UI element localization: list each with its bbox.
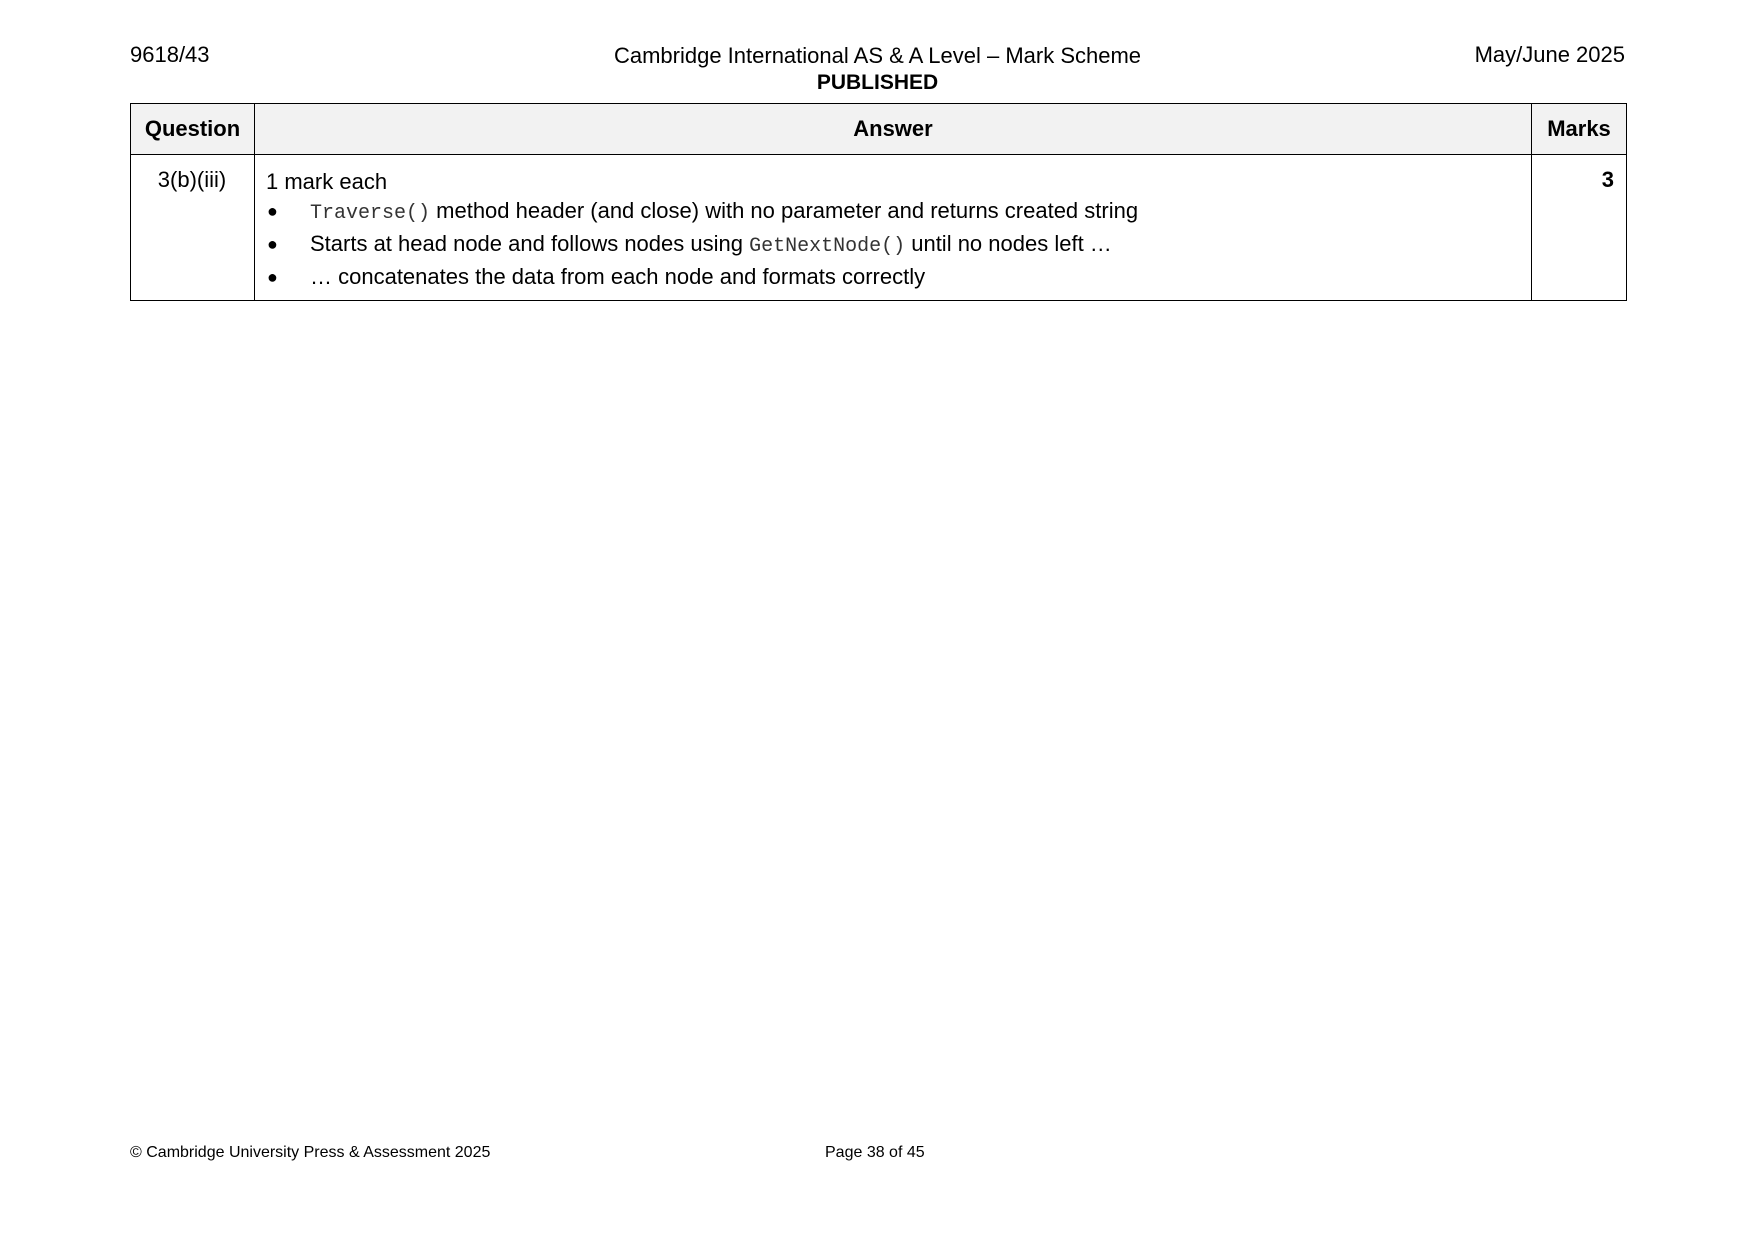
exam-session: May/June 2025 [1474, 42, 1625, 67]
answer-cell [255, 155, 1532, 301]
marking-point [266, 262, 1519, 292]
marking-points-list [266, 196, 1519, 292]
marks-cell: 3 [1532, 155, 1627, 301]
marking-point [266, 196, 1519, 229]
page-header [130, 42, 1625, 102]
answer-intro: 1 mark each [266, 169, 388, 194]
table-row [131, 155, 1627, 301]
bullet-icon: ● [267, 267, 278, 287]
marking-point-text-before: Starts at head node and follows nodes using [310, 231, 750, 256]
table-header-row [131, 104, 1627, 155]
marking-point-text-after: until no nodes left … [905, 231, 1112, 256]
bullet-icon: ● [267, 201, 278, 221]
syllabus-code: 9618/43 [130, 42, 210, 67]
marking-point [266, 229, 1519, 262]
mark-scheme-table [130, 103, 1627, 301]
document-title: Cambridge International AS & A Level – Mark Scheme [613, 43, 1142, 68]
copyright-notice: © Cambridge University Press & Assessment 2025 [130, 1144, 491, 1161]
marking-point-text: method header (and close) with no parameter and returns created string [430, 198, 1139, 223]
published-label: PUBLISHED [816, 71, 939, 94]
question-number-cell: 3(b)(iii) [131, 155, 255, 301]
bullet-icon: ● [267, 234, 278, 254]
marking-point-text: … concatenates the data from each node and formats correctly [310, 264, 926, 289]
page-number: Page 38 of 45 [825, 1144, 925, 1161]
code-getnextnode: GetNextNode() [749, 235, 906, 258]
answer-column-header: Answer [255, 104, 1532, 155]
question-column-header: Question [131, 104, 255, 155]
header-center [130, 42, 1625, 96]
code-traverse: Traverse() [310, 202, 431, 225]
marks-column-header: Marks [1532, 104, 1627, 155]
